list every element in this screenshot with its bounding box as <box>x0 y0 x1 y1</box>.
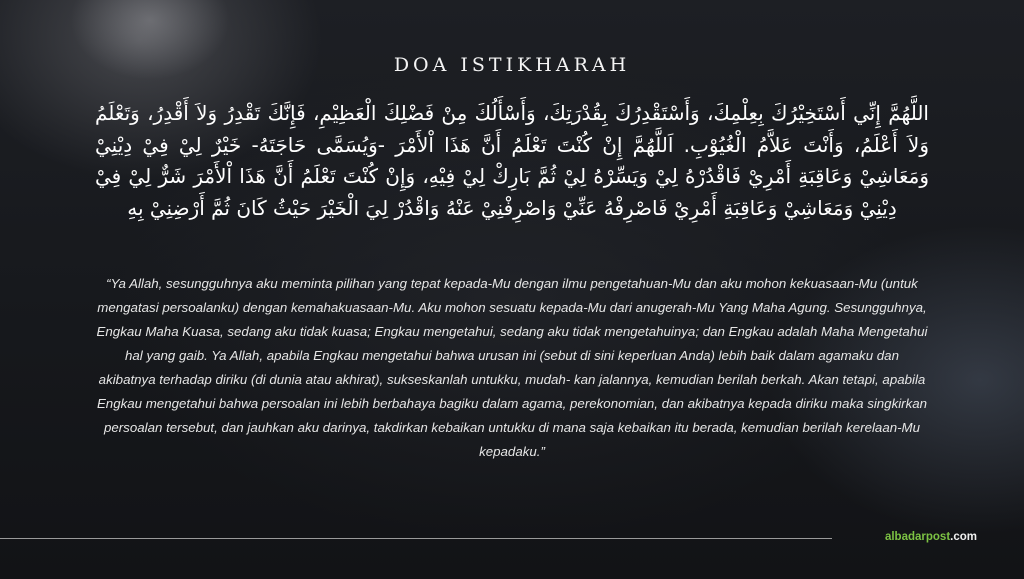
translation-text: “Ya Allah, sesungguhnya aku meminta pilihan yang tepat kepada-Mu dengan ilmu pengetahuan-Mu dan aku mohon kekuasaan-Mu (untuk mengatasi persoalanku) dengan kemahakuasaan-Mu. Aku mohon sesuatu kepada-Mu dari anugerah-Mu Yang Maha Agung. Sesungguhnya, Engkau Maha Kuasa, sedang aku tidak kuasa; Engkau mengetahui, sedang aku tidak mengetahuinya; dan Engkau adalah Maha Mengetahui hal yang gaib. Ya Allah, apabila Engkau mengetahui bahwa urusan ini (sebut di sini keperluan Anda) lebih baik dalam agamaku dan akibatnya terhadap diriku (di dunia atau akhirat), sukseskanlah untukku, mudah- kan jalannya, kemudian berilah berkah. Akan tetapi, apabila Engkau mengetahui bahwa persoalan ini lebih berbahaya bagiku dalam agama, perekonomian, dan akibatnya kepada diriku maka singkirkan persoalan tersebut, dan jauhkan aku darinya, takdirkan kebaikan untukku di mana saja kebaikan itu berada, kemudian berilah kerelaan-Mu kepadaku.” <box>96 276 928 459</box>
arabic-prayer-text: اللَّهُمَّ إِنِّي أَسْتَخِيْرُكَ بِعِلْمِكَ، وَأَسْتَقْدِرُكَ بِقُدْرَتِكَ، وَأَسْأَلُكَ مِنْ فَضْلِكَ الْعَظِيْمِ، فَإِنَّكَ تَقْدِرُ وَلاَ أَقْدِرُ، وَتَعْلَمُ وَلاَ أَعْلَمُ، وَأَنْتَ عَلاَّمُ الْغُيُوْبِ. اَللَّهُمَّ إِنْ كُنْتَ تَعْلَمُ أَنَّ هَذَا اْلأَمْرَ -وَيُسَمَّى حَاجَتَهُ- خَيْرٌ لِيْ فِيْ دِيْنِيْ وَمَعَاشِيْ وَعَاقِبَةِ أَمْرِيْ فَاقْدُرْهُ لِيْ وَيَسِّرْهُ لِيْ ثُمَّ بَارِكْ لِيْ فِيْهِ، وَإِنْ كُنْتَ تَعْلَمُ أَنَّ هَذَا اْلأَمْرَ شَرٌّ لِيْ فِيْ دِيْنِيْ وَمَعَاشِيْ وَعَاقِبَةِ أَمْرِيْ فَاصْرِفْهُ عَنِّيْ وَاصْرِفْنِيْ عَنْهُ وَاقْدُرْ لِيَ الْخَيْرَ حَيْثُ كَانَ ثُمَّ أَرْضِنِيْ بِهِ <box>95 101 929 220</box>
site-brand: albadarpost <box>884 531 951 543</box>
site-watermark <box>885 531 977 543</box>
site-tld: .com <box>950 531 977 543</box>
page-title: DOA ISTIKHARAH <box>393 54 631 76</box>
divider-line <box>0 538 832 539</box>
